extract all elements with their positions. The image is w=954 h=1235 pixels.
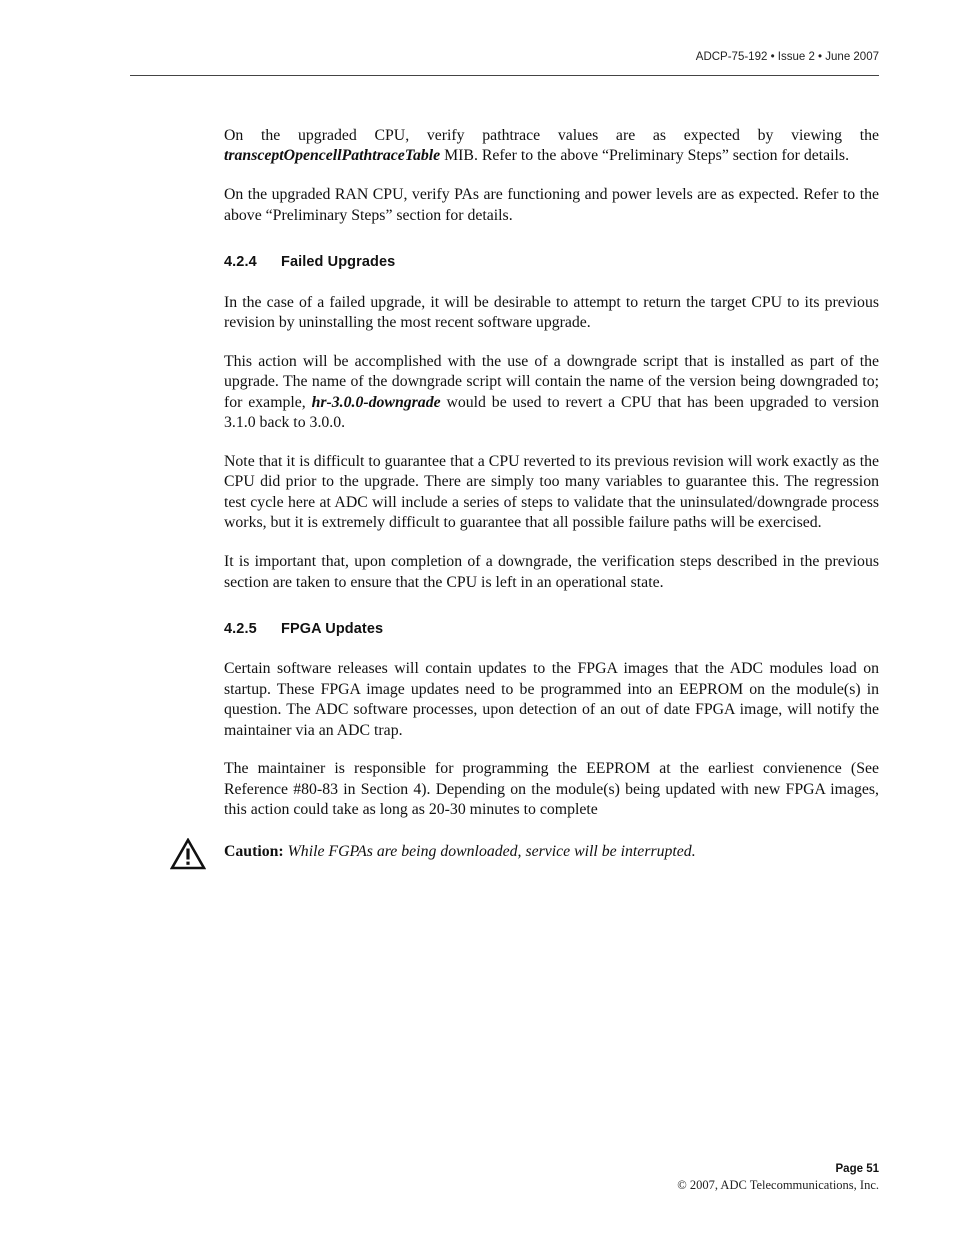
header-divider [130, 75, 879, 76]
warning-triangle-icon [170, 838, 206, 870]
paragraph-downgrade-script-text-a: This action will be accomplished with the use of a downgrade script that is installed as part of the upgrade. The name of the downgrade script will contain the name of the version being downgraded to; for example, [224, 352, 879, 411]
section-title: FPGA Updates [281, 620, 384, 637]
paragraph-fpga-releases: Certain software releases will contain updates to the FPGA images that the ADC modules load on startup. These FPGA image updates need to be programmed into an EEPROM on the module(s) in question. The ADC software processes, upon detection of an out of date FPGA image, will notify the maintainer via an ADC trap. [224, 660, 879, 739]
paragraph-verification: It is important that, upon completion of a downgrade, the verification steps described in the previous section are taken to ensure that the CPU is left in an operational state. [224, 553, 879, 591]
paragraph-eeprom: The maintainer is responsible for programming the EEPROM at the earliest convienence (See Reference #80-83 in Section 4). Depending on the module(s) being updated with new FPGA images, this action could take as long as 20-30 minutes to complete [224, 760, 879, 819]
section-number: 4.2.4 [224, 254, 257, 271]
page-number: Page 51 [835, 1163, 879, 1175]
section-heading-failed-upgrades [224, 252, 879, 272]
page-footer [677, 1162, 879, 1193]
section-title: Failed Upgrades [281, 254, 396, 271]
copyright-notice: © 2007, ADC Telecommunications, Inc. [677, 1178, 879, 1192]
paragraph-ran-cpu: On the upgraded RAN CPU, verify PAs are functioning and power levels are as expected. Refer to the above “Preliminary Steps” section for details. [224, 186, 879, 224]
paragraph-pathtrace [224, 126, 879, 167]
section-number: 4.2.5 [224, 620, 257, 637]
section-heading-fpga-updates [224, 619, 879, 639]
caution-note [224, 842, 879, 862]
paragraph-failed-upgrade: In the case of a failed upgrade, it will be desirable to attempt to return the target CPU to its previous revision by uninstalling the most recent software upgrade. [224, 293, 879, 331]
caution-text: While FGPAs are being downloaded, service will be interrupted. [287, 842, 696, 860]
script-name: hr-3.0.0-downgrade [311, 393, 441, 411]
paragraph-pathtrace-text-c: MIB. Refer to the above “Preliminary Steps” section for details. [440, 147, 850, 165]
paragraph-downgrade-script [224, 352, 879, 434]
paragraph-pathtrace-text-a: On the upgraded CPU, verify pathtrace values are as expected by viewing the [224, 127, 879, 144]
running-header: ADCP-75-192 • Issue 2 • June 2007 [695, 51, 879, 63]
mib-name: transceptOpencellPathtraceTable [224, 147, 441, 165]
page-content [224, 126, 879, 862]
paragraph-guarantee: Note that it is difficult to guarantee that a CPU reverted to its previous revision will work exactly as the CPU did prior to the upgrade. There are simply too many variables to guarantee this. The regression test cycle here at ADC will include a series of steps to validate that the uninsulated/downgrade process works, but it is extremely difficult to guarantee that all possible failure paths will be exercised. [224, 452, 879, 532]
paragraph-downgrade-script-text-c: would be used to revert a CPU that has been upgraded to version 3.1.0 back to 3.0.0. [224, 393, 879, 432]
caution-label: Caution: [224, 842, 284, 860]
